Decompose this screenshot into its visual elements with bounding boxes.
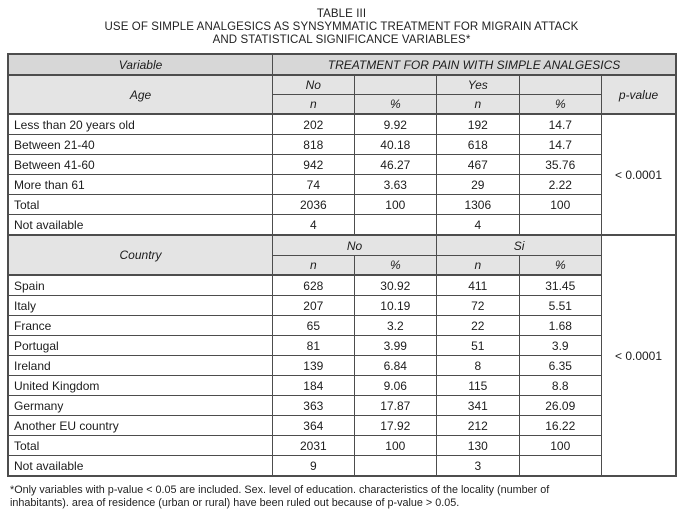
table-row — [8, 336, 676, 356]
yes-pct-cell — [519, 456, 601, 477]
row-label: Less than 20 years old — [8, 114, 273, 135]
no-pct-cell: 3.63 — [354, 175, 436, 195]
yes-n-cell: 130 — [437, 436, 519, 456]
treatment-header: TREATMENT FOR PAIN WITH SIMPLE ANALGESICS — [273, 54, 676, 75]
yes-n-cell: 115 — [437, 376, 519, 396]
no-pct-cell — [354, 215, 436, 236]
no-pct-cell: 17.87 — [354, 396, 436, 416]
yes-n-cell: 8 — [437, 356, 519, 376]
no-n-cell: 81 — [273, 336, 354, 356]
country-si-header: Si — [437, 235, 602, 256]
yes-pct-cell: 6.35 — [519, 356, 601, 376]
country-header-row-1 — [8, 235, 676, 256]
pct-header: % — [519, 256, 601, 276]
yes-n-cell: 3 — [437, 456, 519, 477]
n-header: n — [437, 256, 519, 276]
no-n-cell: 364 — [273, 416, 354, 436]
no-n-cell: 184 — [273, 376, 354, 396]
row-label: Not available — [8, 215, 273, 236]
row-label: Ireland — [8, 356, 273, 376]
no-n-cell: 74 — [273, 175, 354, 195]
no-pct-cell: 9.06 — [354, 376, 436, 396]
no-n-cell: 65 — [273, 316, 354, 336]
yes-pct-cell: 14.7 — [519, 114, 601, 135]
table-row — [8, 356, 676, 376]
yes-pct-cell: 35.76 — [519, 155, 601, 175]
yes-n-cell: 411 — [437, 275, 519, 296]
no-pct-cell: 100 — [354, 436, 436, 456]
table-row — [8, 135, 676, 155]
variable-header: Variable — [8, 54, 273, 75]
age-no-header: No — [273, 75, 354, 95]
no-pct-cell: 40.18 — [354, 135, 436, 155]
analgesics-table — [7, 53, 677, 477]
yes-pct-cell: 100 — [519, 195, 601, 215]
empty-header-cell — [519, 75, 601, 95]
yes-n-cell: 1306 — [437, 195, 519, 215]
country-section-label: Country — [8, 235, 273, 275]
no-pct-cell: 100 — [354, 195, 436, 215]
yes-pct-cell: 5.51 — [519, 296, 601, 316]
no-pct-cell — [354, 456, 436, 477]
country-p-value-cell: < 0.0001 — [602, 235, 676, 476]
table-row — [8, 316, 676, 336]
p-value-header: p-value — [602, 75, 676, 114]
yes-n-cell: 341 — [437, 396, 519, 416]
row-label: Portugal — [8, 336, 273, 356]
row-label: France — [8, 316, 273, 336]
row-label: Between 21-40 — [8, 135, 273, 155]
yes-n-cell: 22 — [437, 316, 519, 336]
table-row — [8, 114, 676, 135]
table-row — [8, 376, 676, 396]
table-row — [8, 296, 676, 316]
no-n-cell: 818 — [273, 135, 354, 155]
yes-n-cell: 192 — [437, 114, 519, 135]
yes-pct-cell: 26.09 — [519, 396, 601, 416]
table-row — [8, 416, 676, 436]
country-no-header: No — [273, 235, 437, 256]
no-n-cell: 363 — [273, 396, 354, 416]
footnote — [10, 484, 683, 509]
row-label: Another EU country — [8, 416, 273, 436]
no-pct-cell: 6.84 — [354, 356, 436, 376]
yes-n-cell: 72 — [437, 296, 519, 316]
no-n-cell: 207 — [273, 296, 354, 316]
no-pct-cell: 9.92 — [354, 114, 436, 135]
table-row — [8, 175, 676, 195]
no-n-cell: 628 — [273, 275, 354, 296]
table-row — [8, 155, 676, 175]
no-n-cell: 2031 — [273, 436, 354, 456]
no-pct-cell: 17.92 — [354, 416, 436, 436]
no-n-cell: 942 — [273, 155, 354, 175]
no-pct-cell: 46.27 — [354, 155, 436, 175]
n-header: n — [437, 95, 519, 115]
n-header: n — [273, 95, 354, 115]
table-title-line-2: AND STATISTICAL SIGNIFICANCE VARIABLES* — [212, 34, 471, 46]
pct-header: % — [519, 95, 601, 115]
yes-n-cell: 618 — [437, 135, 519, 155]
yes-n-cell: 212 — [437, 416, 519, 436]
row-label: Spain — [8, 275, 273, 296]
table-number: TABLE III — [316, 8, 367, 20]
yes-n-cell: 467 — [437, 155, 519, 175]
yes-pct-cell: 31.45 — [519, 275, 601, 296]
row-label: Total — [8, 436, 273, 456]
yes-pct-cell: 8.8 — [519, 376, 601, 396]
no-pct-cell: 3.2 — [354, 316, 436, 336]
yes-pct-cell: 16.22 — [519, 416, 601, 436]
age-yes-header: Yes — [437, 75, 519, 95]
yes-pct-cell: 14.7 — [519, 135, 601, 155]
no-pct-cell: 3.99 — [354, 336, 436, 356]
title-block — [0, 0, 683, 47]
n-header: n — [273, 256, 354, 276]
footnote-line-1: *Only variables with p-value < 0.05 are included. Sex. level of education. characteristics of the locality (number of — [10, 484, 550, 496]
no-n-cell: 9 — [273, 456, 354, 477]
no-pct-cell: 10.19 — [354, 296, 436, 316]
empty-header-cell — [354, 75, 436, 95]
no-n-cell: 2036 — [273, 195, 354, 215]
no-pct-cell: 30.92 — [354, 275, 436, 296]
row-label: Not available — [8, 456, 273, 477]
table-row — [8, 396, 676, 416]
footnote-line-2: inhabitants). area of residence (urban or rural) have been ruled out because of p-value > 0.05. — [10, 496, 460, 509]
table-row — [8, 456, 676, 477]
table-row — [8, 436, 676, 456]
table-row — [8, 275, 676, 296]
row-label: Between 41-60 — [8, 155, 273, 175]
row-label: More than 61 — [8, 175, 273, 195]
pct-header: % — [354, 256, 436, 276]
no-n-cell: 4 — [273, 215, 354, 236]
no-n-cell: 202 — [273, 114, 354, 135]
yes-n-cell: 4 — [437, 215, 519, 236]
row-label: Italy — [8, 296, 273, 316]
yes-pct-cell: 100 — [519, 436, 601, 456]
pct-header: % — [354, 95, 436, 115]
table-title-line-1: USE OF SIMPLE ANALGESICS AS SYNSYMMATIC TREATMENT FOR MIGRAIN ATTACK — [104, 21, 579, 33]
row-label: Germany — [8, 396, 273, 416]
yes-pct-cell — [519, 215, 601, 236]
yes-pct-cell: 2.22 — [519, 175, 601, 195]
row-label: United Kingdom — [8, 376, 273, 396]
yes-n-cell: 29 — [437, 175, 519, 195]
age-header-row-1 — [8, 75, 676, 95]
yes-n-cell: 51 — [437, 336, 519, 356]
yes-pct-cell: 1.68 — [519, 316, 601, 336]
table-row — [8, 215, 676, 236]
table-row — [8, 195, 676, 215]
age-section-label: Age — [8, 75, 273, 114]
header-row-variable — [8, 54, 676, 75]
row-label: Total — [8, 195, 273, 215]
age-p-value-cell: < 0.0001 — [602, 114, 676, 235]
no-n-cell: 139 — [273, 356, 354, 376]
yes-pct-cell: 3.9 — [519, 336, 601, 356]
